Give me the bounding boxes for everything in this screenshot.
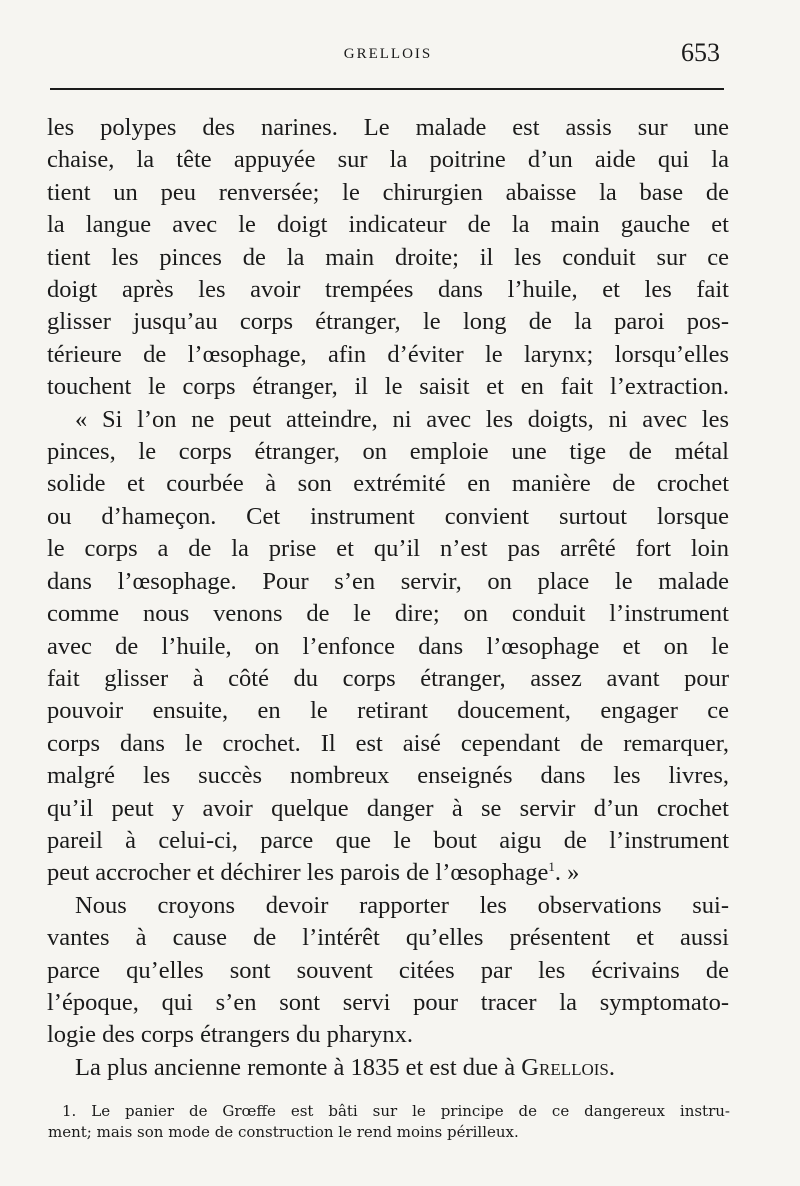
text-line: chaise, la tête appuyée sur la poitrine d’un aide qui la [47, 146, 729, 174]
text-line: doigt après les avoir trempées dans l’huile, et les fait [47, 276, 729, 304]
text-line: logie des corps étrangers du pharynx. [47, 1021, 414, 1049]
text-line: les polypes des narines. Le malade est assis sur une [47, 114, 729, 141]
text-line: pouvoir ensuite, en le retirant doucement, engager ce [47, 697, 729, 725]
text-line [47, 857, 729, 889]
running-head [48, 38, 728, 72]
footnote-line: 1. Le panier de Grœffe est bâti sur le principe de ce dangereux instru- [62, 1102, 730, 1120]
text-line: dans l’œsophage. Pour s’en servir, on place le malade [47, 567, 729, 595]
text-line: ou d’hameçon. Cet instrument convient surtout lorsque [47, 502, 729, 530]
text-line-content: La plus ancienne remonte à 1835 et est due à [75, 1053, 522, 1081]
quote-close: . » [554, 859, 580, 887]
text-line: corps dans le crochet. Il est aisé cependant de remarquer, [47, 729, 729, 757]
text-line: « Si l’on ne peut atteindre, ni avec les doigts, ni avec les [75, 405, 729, 433]
final-period: . [608, 1053, 615, 1081]
text-line: la langue avec le doigt indicateur de la main gauche et [47, 211, 729, 239]
page-number: 653 [681, 38, 720, 67]
text-line: fait glisser à côté du corps étranger, assez avant pour [47, 664, 729, 692]
text-line: malgré les succès nombreux enseignés dans les livres, [47, 762, 729, 790]
body-text [47, 112, 729, 1084]
text-line: avec de l’huile, on l’enfonce dans l’œsophage et on le [47, 632, 729, 660]
text-line: touchent le corps étranger, il le saisit et en fait l’extraction. [47, 373, 729, 401]
text-line: parce qu’elles sont souvent citées par les écrivains de [47, 956, 729, 984]
author-name: Grellois [521, 1053, 609, 1081]
footnote-reference: 1 [548, 859, 555, 875]
text-line: tient les pinces de la main droite; il les conduit sur ce [47, 243, 729, 271]
text-line: térieure de l’œsophage, afin d’éviter le larynx; lorsqu’elles [47, 340, 729, 368]
text-line: Nous croyons devoir rapporter les observations sui- [75, 891, 729, 919]
text-line: vantes à cause de l’intérêt qu’elles présentent et aussi [47, 924, 729, 952]
text-line: pinces, le corps étranger, on emploie une tige de métal [47, 438, 729, 466]
header-rule [50, 88, 724, 90]
text-line: le corps a de la prise et qu’il n’est pas arrêté fort loin [47, 535, 729, 563]
text-line: tient un peu renversée; le chirurgien abaisse la base de [47, 178, 729, 206]
footnote [48, 1101, 730, 1143]
text-line: comme nous venons de le dire; on conduit l’instrument [47, 600, 729, 628]
text-line: qu’il peut y avoir quelque danger à se servir d’un crochet [47, 794, 729, 822]
text-line [47, 1052, 729, 1084]
text-line: glisser jusqu’au corps étranger, le long de la paroi pos- [47, 308, 729, 336]
text-line: pareil à celui-ci, parce que le bout aigu de l’instrument [47, 826, 729, 854]
text-line: solide et courbée à son extrémité en manière de crochet [47, 470, 729, 498]
text-line-content: peut accrocher et déchirer les parois de l’œsophage [47, 859, 549, 887]
footnote-line: ment; mais son mode de construction le rend moins périlleux. [48, 1123, 519, 1141]
text-line: l’époque, qui s’en sont servi pour tracer la symptomato- [47, 988, 729, 1016]
running-title: GRELLOIS [343, 46, 433, 62]
